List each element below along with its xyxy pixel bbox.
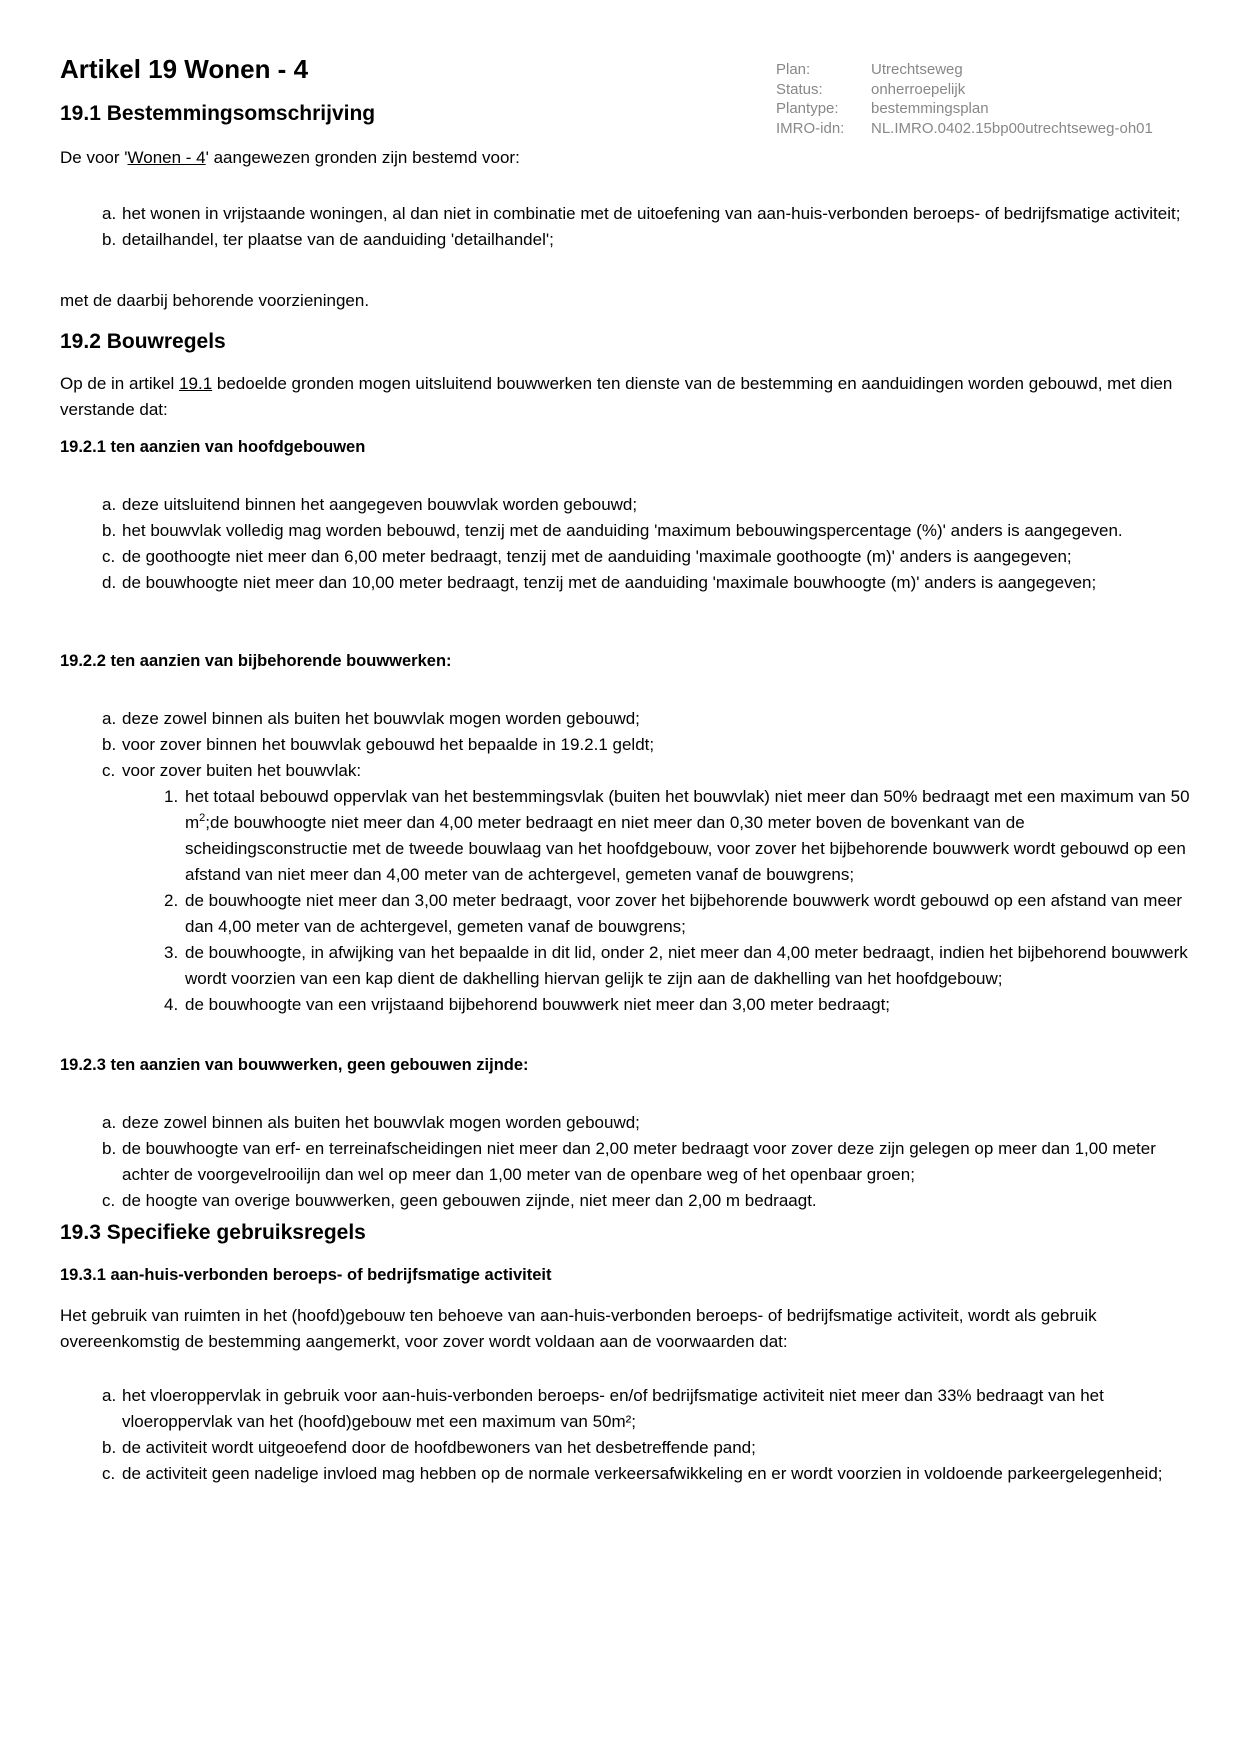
meta-value: Utrechtseweg [871,61,963,78]
list-item [60,1383,1190,1435]
list-item [60,227,1190,253]
list-marker: b. [102,230,117,249]
page-title: Artikel 19 Wonen - 4 [60,54,309,84]
meta-value: bestemmingsplan [871,100,989,117]
section-outro-19-1: met de daarbij behorende voorzieningen. [60,291,370,310]
list-text: deze uitsluitend binnen het aangegeven bouwvlak worden gebouwd; [122,495,638,514]
meta-value: onherroepelijk [871,80,966,98]
subsection-heading-19-2-1: 19.2.1 ten aanzien van hoofdgebouwen [60,438,366,456]
list-item [60,201,1190,227]
list-marker: a. [102,204,117,223]
meta-row-imro [776,119,1153,139]
section-intro-19-2 [60,371,1190,423]
list-item [60,1461,1190,1487]
list-marker: c. [102,761,116,780]
list-text: het bouwvlak volledig mag worden bebouwd, tenzij met de aanduiding 'maximum bebouwingspercentage (%)' anders is aangegeven. [122,521,1123,540]
section-intro-19-1 [60,145,1190,171]
list-text: de activiteit geen nadelige invloed mag hebben op de normale verkeersafwikkeling en er wordt voorzien in voldoende parkeergelegenheid; [122,1464,1163,1483]
section-heading-19-1: 19.1 Bestemmingsomschrijving [60,102,376,125]
sublist-item [122,888,1190,940]
list-marker: 2. [164,891,179,910]
list-item [60,570,1190,596]
list-marker: c. [102,1464,116,1483]
list-text: de bouwhoogte niet meer dan 3,00 meter bedraagt, voor zover het bijbehorende bouwwerk wordt gebouwd op een afstand van meer dan 4,00 meter van de achtergevel, gemeten vanaf de bouwgrens; [185,891,1183,936]
list-text: detailhandel, ter plaatse van de aanduiding 'detailhandel'; [122,230,554,249]
subsection-intro-19-3-1: Het gebruik van ruimten in het (hoofd)gebouw ten behoeve van aan-huis-verbonden beroeps- of bedrijfsmatige activiteit, wordt als gebruik overeenkomstig de bestemming aangemerkt, voor zover wordt voldaan aan de voorwaarden dat: [60,1306,1097,1351]
list-text: de bouwhoogte van een vrijstaand bijbehorend bouwwerk niet meer dan 3,00 meter bedraagt; [185,995,891,1014]
intro-text: Op de in artikel [60,374,180,393]
list-marker: b. [102,1139,117,1158]
intro-text: De voor ' [60,148,128,167]
list-marker: b. [102,1438,117,1457]
list-item [60,758,1190,1014]
list-text: het wonen in vrijstaande woningen, al dan niet in combinatie met de uitoefening van aan-huis-verbonden beroeps- of bedrijfsmatige activiteit; [122,204,1181,223]
list-marker: a. [102,495,117,514]
list-marker: 4. [164,995,179,1014]
list-item [60,1435,1190,1461]
list-marker: 3. [164,943,179,962]
list-text: deze zowel binnen als buiten het bouwvlak mogen worden gebouwd; [122,709,640,728]
list-marker: a. [102,709,117,728]
link-19-1[interactable]: 19.1 [179,374,213,393]
intro-text: bedoelde gronden mogen uitsluitend bouwwerken ten dienste van de bestemming en aanduidingen worden gebouwd, met dien verstande dat: [60,374,1173,419]
sublist-item [122,940,1190,992]
list-19-1 [60,201,1190,253]
subsection-heading-19-2-2: 19.2.2 ten aanzien van bijbehorende bouwwerken: [60,652,452,670]
subsection-heading-19-2-3: 19.2.3 ten aanzien van bouwwerken, geen gebouwen zijnde: [60,1056,529,1074]
sublist-item [122,784,1190,888]
list-19-3-1 [60,1383,1190,1487]
meta-row-plan [776,60,1153,80]
subsection-heading-19-3-1: 19.3.1 aan-huis-verbonden beroeps- of bedrijfsmatige activiteit [60,1266,552,1284]
list-text: deze zowel binnen als buiten het bouwvlak mogen worden gebouwd; [122,1113,640,1132]
list-text: voor zover binnen het bouwvlak gebouwd het bepaalde in 19.2.1 geldt; [122,735,655,754]
list-text: de bouwhoogte, in afwijking van het bepaalde in dit lid, onder 2, niet meer dan 4,00 meter bedraagt, indien het bijbehorend bouwwerk wordt voorzien van een kap dient de dakhelling hiervan gelijk te zijn aan de dakhelling van het hoofdgebouw; [185,943,1188,988]
link-wonen-4[interactable]: Wonen - 4 [127,148,206,167]
list-text: het vloeroppervlak in gebruik voor aan-huis-verbonden beroeps- en/of bedrijfsmatige activiteit niet meer dan 33% bedraagt van het vloeroppervlak van het (hoofd)gebouw met een maximum van 50m²; [122,1386,1104,1431]
list-text: het totaal bebouwd oppervlak van het bestemmingsvlak (buiten het bouwvlak) niet meer dan 50% bedraagt met een maximum van 50 m [185,787,1190,832]
list-item [60,1110,1190,1136]
list-text: de goothoogte niet meer dan 6,00 meter bedraagt, tenzij met de aanduiding 'maximale goothoogte (m)' anders is aangegeven; [122,547,1072,566]
list-marker: d. [102,573,117,592]
list-item [60,732,1190,758]
list-item [60,544,1190,570]
list-marker: b. [102,521,117,540]
list-marker: c. [102,547,116,566]
section-heading-19-2: 19.2 Bouwregels [60,330,226,353]
list-marker: b. [102,735,117,754]
list-item [60,492,1190,518]
list-text: de bouwhoogte niet meer dan 10,00 meter bedraagt, tenzij met de aanduiding 'maximale bouwhoogte (m)' anders is aangegeven; [122,573,1097,592]
meta-key: IMRO-idn: [776,119,845,137]
list-19-2-2 [60,706,1190,1014]
list-19-2-3 [60,1110,1190,1214]
list-text: ;de bouwhoogte niet meer dan 4,00 meter bedraagt en niet meer dan 0,30 meter boven de bovenkant van de scheidingsconstructie met de tweede bouwlaag van het hoofdgebouw, voor zover het bijbehorende bouwwerk wordt gebouwd op een afstand van niet meer dan 4,00 meter van de achtergevel, gemeten vanaf de bouwgrens; [185,813,1186,884]
list-text: de hoogte van overige bouwwerken, geen gebouwen zijnde, niet meer dan 2,00 m bedraagt. [122,1191,817,1210]
sublist-buiten-bouwvlak [122,784,1190,1018]
list-marker: a. [102,1113,117,1132]
list-19-2-1 [60,492,1190,596]
meta-key: Plantype: [776,100,839,117]
list-item [60,518,1190,544]
list-marker: 1. [164,787,179,806]
sublist-item [122,992,1190,1018]
meta-row-status [776,80,1153,100]
meta-key: Plan: [776,61,811,78]
list-marker: a. [102,1386,117,1405]
meta-row-plantype [776,99,1153,119]
list-item [60,1188,1190,1214]
list-text: voor zover buiten het bouwvlak: [122,761,362,780]
section-heading-19-3: 19.3 Specifieke gebruiksregels [60,1221,366,1244]
list-marker: c. [102,1191,116,1210]
list-text: de activiteit wordt uitgeoefend door de hoofdbewoners van het desbetreffende pand; [122,1438,756,1457]
list-text: de bouwhoogte van erf- en terreinafscheidingen niet meer dan 2,00 meter bedraagt voor zover deze zijn gelegen op meer dan 1,00 meter achter de voorgevelrooilijn dan wel op meer dan 1,00 meter van de openbare weg of het openbaar groen; [122,1139,1156,1184]
superscript: 2 [199,812,206,824]
intro-text: ' aangewezen gronden zijn bestemd voor: [205,148,520,167]
meta-key: Status: [776,80,823,98]
list-item [60,706,1190,732]
plan-metadata [776,60,1153,138]
meta-value: NL.IMRO.0402.15bp00utrechtseweg-oh01 [871,119,1153,137]
list-item [60,1136,1190,1188]
